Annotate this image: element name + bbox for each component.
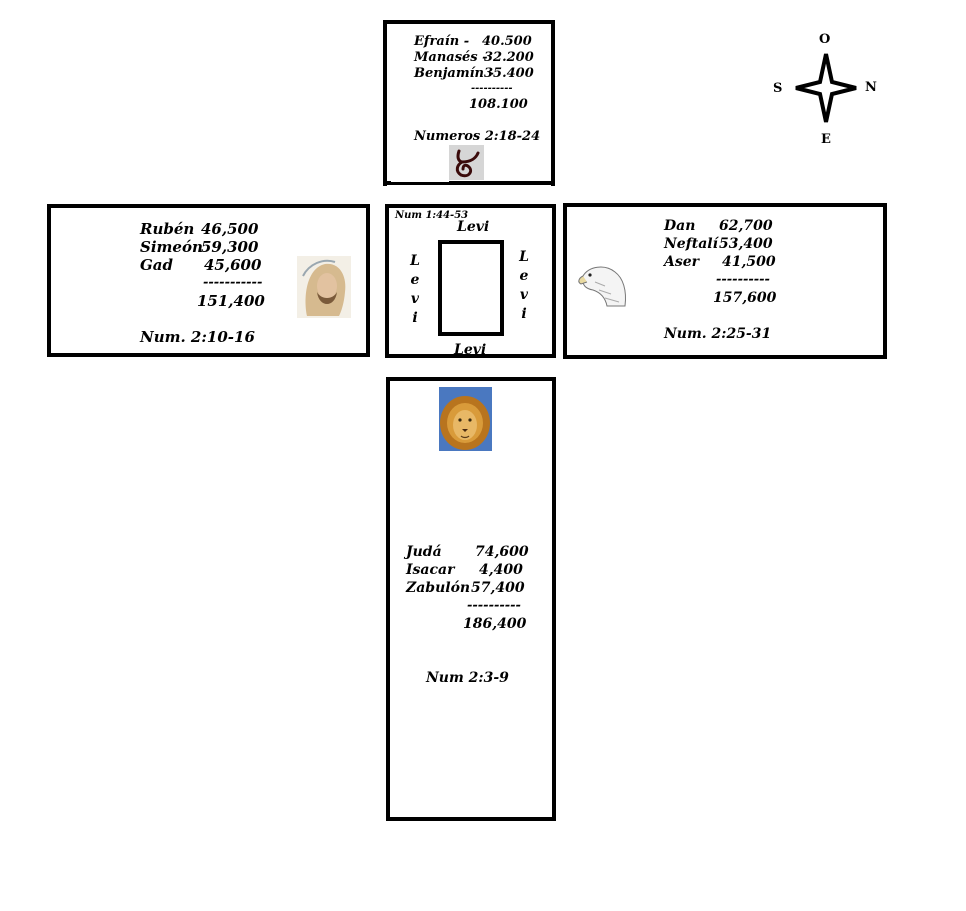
west-tribe-name: Gad [140, 256, 174, 274]
center-reference: Num 1:44-53 [395, 210, 469, 221]
tabernacle-box [438, 240, 504, 336]
north-tribe-value: 32.200 [484, 50, 534, 65]
west-tribe-value: 45,600 [204, 256, 262, 274]
south-tribe-name: Isacar [406, 562, 455, 578]
south-tribe-value: 74,600 [475, 544, 529, 560]
east-tribe-name: Aser [664, 254, 700, 270]
north-gap [391, 176, 449, 182]
east-tribe-value: 62,700 [719, 218, 773, 234]
west-tribe-name: Rubén [140, 220, 195, 238]
center-left-label: L e v i [410, 253, 420, 326]
south-reference: Num 2:3-9 [426, 670, 509, 686]
east-tribe-name: Dan [664, 218, 696, 234]
center-right-label: L e v i [519, 249, 529, 322]
south-separator: ---------- [467, 598, 521, 613]
north-separator: ---------- [471, 83, 513, 94]
east-tribe-value: 41,500 [722, 254, 776, 270]
man-face-icon [297, 256, 351, 318]
west-tribe-name: Simeón [140, 238, 203, 256]
compass-top-label: O [819, 32, 831, 47]
south-tribe-value: 57,400 [471, 580, 525, 596]
compass-star-icon [792, 50, 860, 126]
north-total: 108.100 [469, 97, 528, 112]
west-separator: ----------- [203, 275, 263, 290]
lion-icon [439, 387, 492, 451]
eagle-icon [575, 262, 629, 310]
north-tribe-name: Benjamín - [414, 66, 494, 81]
west-total: 151,400 [197, 292, 265, 310]
west-tribe-value: 59,300 [201, 238, 259, 256]
south-total: 186,400 [463, 616, 527, 632]
east-reference: Num. 2:25-31 [664, 326, 772, 342]
north-reference: Numeros 2:18-24 [414, 129, 541, 144]
south-tribe-name: Zabulón [406, 580, 471, 596]
east-separator: ---------- [716, 272, 770, 287]
east-tribe-name: Neftalí [664, 236, 718, 252]
west-tribe-value: 46,500 [201, 220, 259, 238]
east-total: 157,600 [713, 290, 777, 306]
north-tribe-name: Efraín - [414, 34, 470, 49]
center-bottom-label: Levi [454, 342, 487, 358]
west-reference: Num. 2:10-16 [140, 328, 255, 346]
south-tribe-value: 4,400 [479, 562, 523, 578]
center-top-label: Levi [457, 219, 490, 235]
north-tribe-value: 35.400 [484, 66, 534, 81]
north-tribe-name: Manasés - [414, 50, 488, 65]
north-tribe-value: 40.500 [482, 34, 532, 49]
compass-right-label: N [865, 80, 877, 95]
compass-bottom-label: E [821, 132, 831, 147]
south-tribe-name: Judá [406, 544, 442, 560]
east-tribe-value: 53,400 [719, 236, 773, 252]
ox-horns-icon [449, 145, 484, 180]
compass-left-label: S [773, 81, 783, 96]
